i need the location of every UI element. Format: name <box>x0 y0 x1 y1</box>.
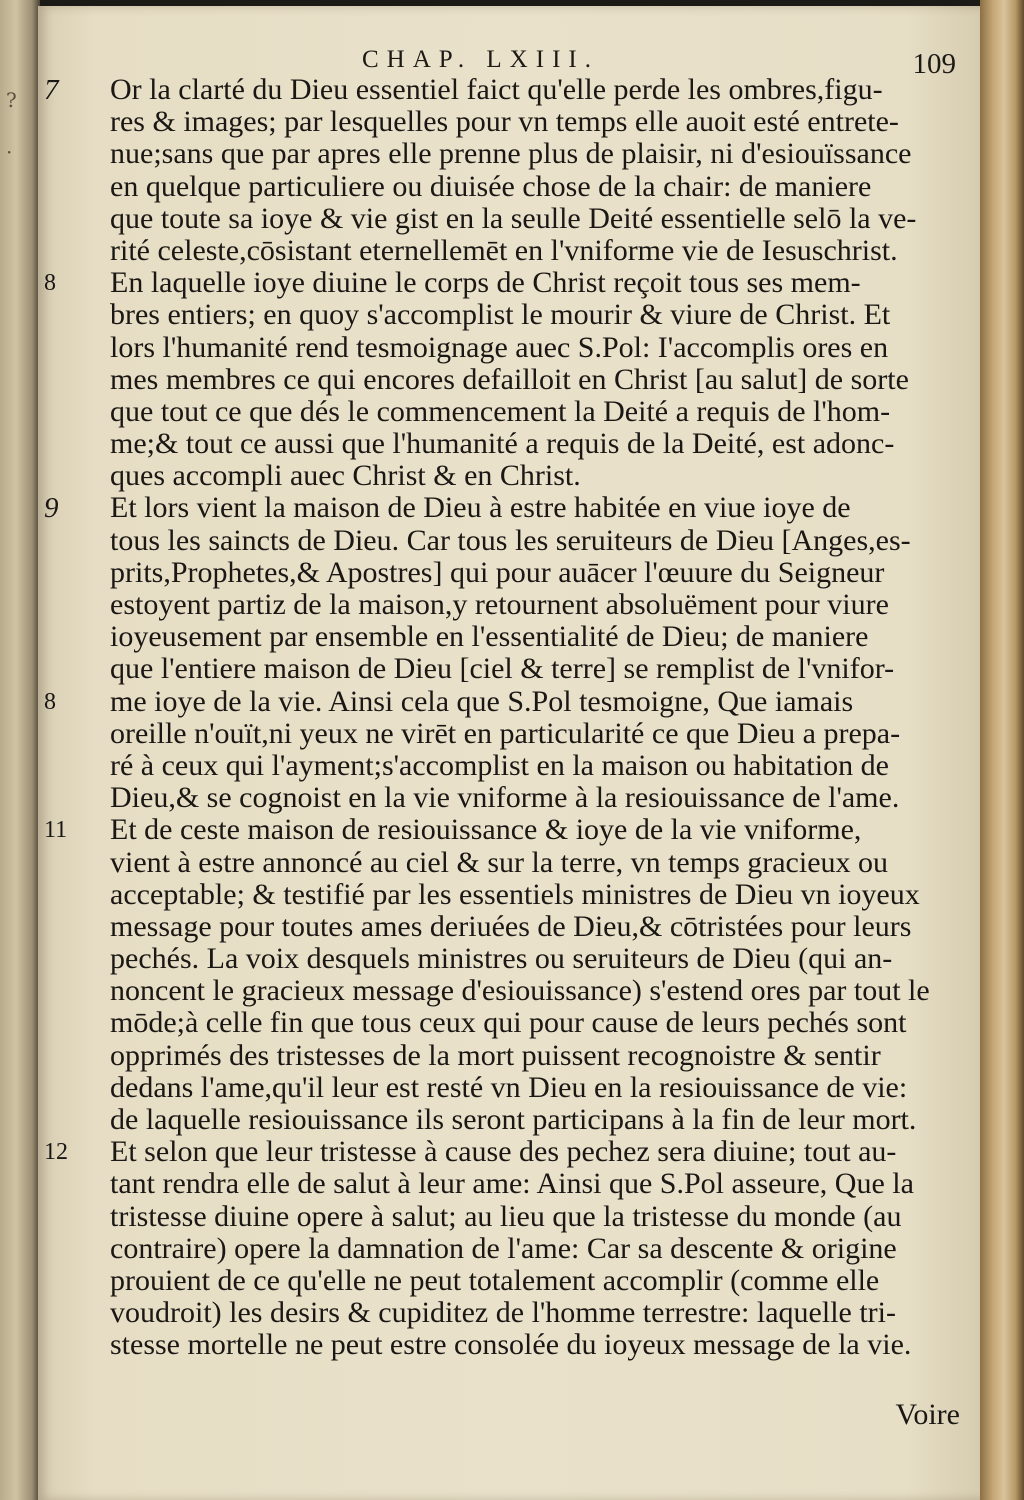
verse-number: 8 <box>44 688 56 715</box>
text-line <box>110 332 960 364</box>
text-line <box>110 750 960 782</box>
line-text: vient à estre annoncé au ciel & sur la terre, vn temps gracieux ou <box>110 845 889 879</box>
text-line <box>110 235 960 267</box>
text-line <box>110 621 960 653</box>
text-line <box>110 1040 960 1072</box>
line-text: Et lors vient la maison de Dieu à estre habitée en viue ioye de <box>110 491 851 525</box>
line-text: mes membres ce qui encores defailloit en Christ [au salut] de sorte <box>110 362 909 396</box>
text-line <box>110 106 960 138</box>
text-line <box>110 975 960 1007</box>
text-line <box>110 557 960 589</box>
verse-number: 12 <box>44 1139 68 1166</box>
text-line <box>44 684 960 718</box>
text-line <box>110 1104 960 1136</box>
line-text: acceptable; & testifié par les essentiels ministres de Dieu vn ioyeux <box>110 877 920 911</box>
text-line <box>110 364 960 396</box>
line-text: Dieu,& se cognoist en la vie vniforme à la resiouissance de l'ame. <box>110 781 900 815</box>
text-line <box>110 1072 960 1104</box>
line-text: lors l'humanité rend tesmoignage auec S.Pol: I'accomplis ores en <box>110 330 889 364</box>
line-text: opprimés des tristesses de la mort puissent recognoistre & sentir <box>110 1038 881 1072</box>
text-line <box>110 396 960 428</box>
line-text: nue;sans que par apres elle prenne plus de plaisir, ni d'esiouïssance <box>110 137 912 171</box>
text-line <box>110 171 960 203</box>
line-text: que toute sa ioye & vie gist en la seulle Deité essentielle selō la ve- <box>110 201 917 235</box>
line-text: que l'entiere maison de Dieu [ciel & terre] se remplist de l'vnifor- <box>110 652 895 686</box>
previous-page-mark: · <box>6 140 13 164</box>
line-text: me ioye de la vie. Ainsi cela que S.Pol tesmoigne, Que iamais <box>110 684 854 718</box>
page-body <box>44 73 960 1362</box>
text-line <box>110 1265 960 1297</box>
text-line <box>110 653 960 685</box>
text-line <box>110 943 960 975</box>
line-text: de laquelle resiouissance ils seront participans à la fin de leur mort. <box>110 1103 917 1136</box>
text-line <box>110 460 960 492</box>
book-edge <box>980 0 1024 1500</box>
line-text: pechés. La voix desquels ministres ou seruiteurs de Dieu (qui an- <box>110 942 893 976</box>
line-text: me;& tout ce aussi que l'humanité a requis de la Deité, est adonc- <box>110 427 895 461</box>
line-text: prouient de ce qu'elle ne peut totalement accomplir (comme elle <box>110 1263 880 1297</box>
text-line <box>110 1233 960 1265</box>
text-line <box>110 138 960 170</box>
verse-number: 11 <box>44 817 68 844</box>
line-text: tristesse diuine opere à salut; au lieu que la tristesse du monde (au <box>110 1199 902 1233</box>
text-line <box>44 813 960 847</box>
text-line <box>110 911 960 943</box>
line-text: en quelque particuliere ou diuisée chose de la chair: de maniere <box>110 169 872 203</box>
text-line <box>110 1297 960 1329</box>
text-line <box>110 718 960 750</box>
line-text: Et de ceste maison de resiouissance & ioye de la vie vniforme, <box>110 813 862 847</box>
line-text: tous les saincts de Dieu. Car tous les seruiteurs de Dieu [Anges,es- <box>110 523 911 557</box>
line-text: tant rendra elle de salut à leur ame: Ainsi que S.Pol asseure, Que la <box>110 1167 914 1201</box>
text-line <box>110 1329 960 1361</box>
line-text: ré à ceux qui l'ayment;s'accomplist en la maison ou habitation de <box>110 748 889 782</box>
text-line <box>110 847 960 879</box>
line-text: estoyent partiz de la maison,y retournent absoluëment pour viure <box>110 588 889 621</box>
line-text: ques accompli auec Christ & en Christ. <box>110 459 581 493</box>
line-text: ioyeusement par ensemble en l'essentialité de Dieu; de maniere <box>110 620 869 654</box>
text-line <box>110 1168 960 1200</box>
line-text: contraire) opere la damnation de l'ame: Car sa descente & origine <box>110 1231 897 1265</box>
line-text: que tout ce que dés le commencement la Deité a requis de l'hom- <box>110 394 891 428</box>
text-line <box>44 1135 960 1169</box>
text-line <box>110 782 960 814</box>
page-number: 109 <box>912 48 956 80</box>
verse-number: 7 <box>44 74 59 106</box>
line-text: message pour toutes ames deriuées de Dieu,& cōtristées pour leurs <box>110 909 912 943</box>
verse-number: 9 <box>44 492 59 525</box>
running-head: CHAP. LXIII. <box>362 46 599 73</box>
line-text: voudroit) les desirs & cupiditez de l'homme terrestre: laquelle tri- <box>110 1296 896 1330</box>
text-line <box>110 879 960 911</box>
text-line <box>110 1007 960 1039</box>
line-text: bres entiers; en quoy s'accomplist le mourir & viure de Christ. Et <box>110 298 891 332</box>
line-text: mōde;à celle fin que tous ceux qui pour cause de leurs pechés sont <box>110 1006 907 1040</box>
text-line <box>110 589 960 621</box>
line-text: res & images; par lesquelles pour vn temps elle auoit esté entrete- <box>110 105 899 139</box>
line-text: En laquelle ioye diuine le corps de Christ reçoit tous ses mem- <box>110 266 861 300</box>
text-line <box>44 266 960 300</box>
catchword: Voire <box>895 1398 960 1431</box>
text-line <box>110 203 960 235</box>
text-line <box>110 428 960 460</box>
line-text: rité celeste,cōsistant eternellemēt en l'vniforme vie de Iesuschrist. <box>110 233 898 267</box>
text-line <box>110 1201 960 1233</box>
line-text: oreille n'ouït,ni yeux ne virēt en particularité ce que Dieu a prepa- <box>110 716 901 750</box>
verse-number: 8 <box>44 270 56 297</box>
text-line <box>44 73 960 106</box>
previous-page-mark: ? <box>6 88 17 112</box>
line-text: dedans l'ame,qu'il leur est resté vn Dieu en la resiouissance de vie: <box>110 1070 908 1104</box>
line-text: stesse mortelle ne peut estre consolée du ioyeux message de la vie. <box>110 1328 912 1362</box>
line-text: prits,Prophetes,& Apostres] qui pour auācer l'œuure du Seigneur <box>110 555 885 589</box>
line-text: Et selon que leur tristesse à cause des pechez sera diuine; tout au- <box>110 1135 897 1169</box>
line-text: Or la clarté du Dieu essentiel faict qu'elle perde les ombres,figu- <box>110 73 883 106</box>
text-line <box>110 299 960 331</box>
text-line <box>110 525 960 557</box>
text-line <box>44 491 960 525</box>
previous-page-edge <box>0 0 40 1500</box>
line-text: noncent le gracieux message d'esiouissance) s'estend ores par tout le <box>110 974 930 1008</box>
